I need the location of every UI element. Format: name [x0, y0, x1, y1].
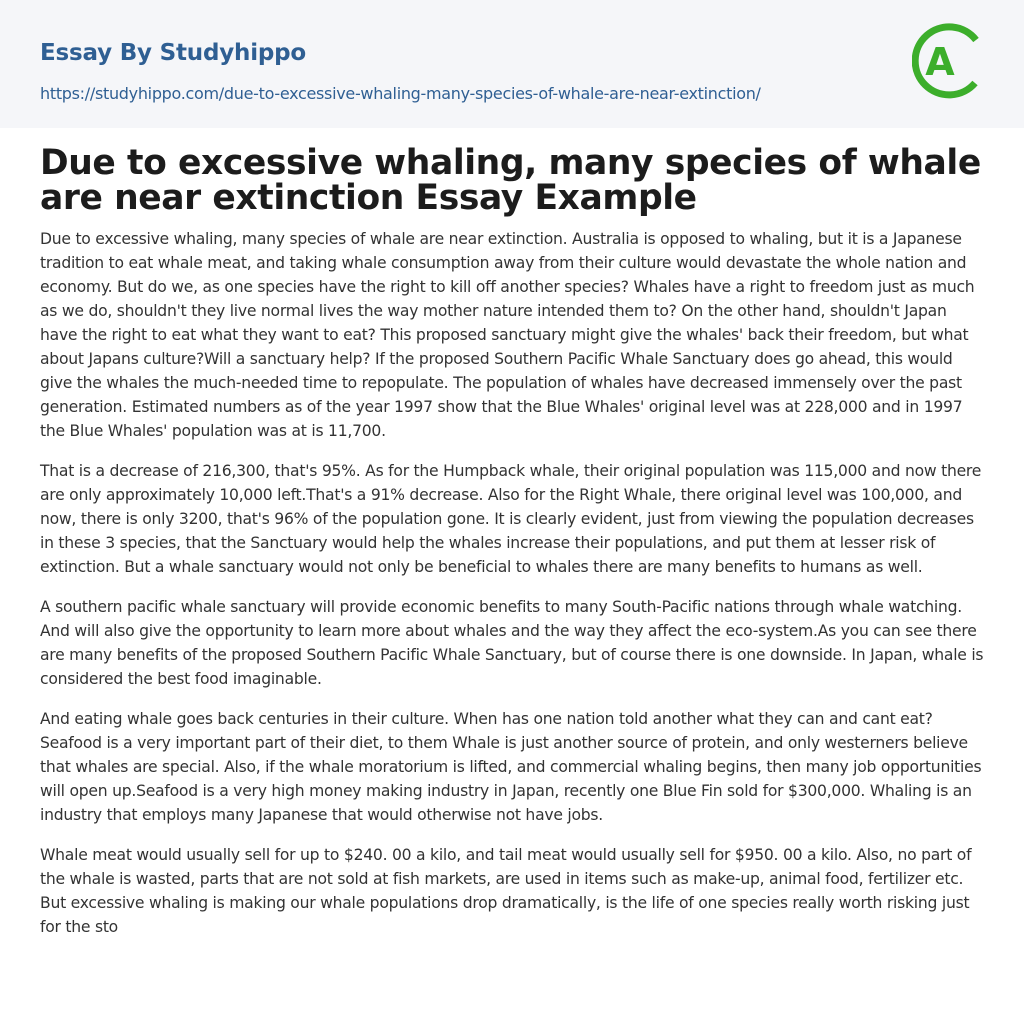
site-brand[interactable]: Essay By Studyhippo	[40, 40, 307, 66]
studyhippo-logo-icon[interactable]	[912, 20, 986, 104]
paragraph: A southern pacific whale sanctuary will provide economic benefits to many South-Pacific nations through whale watching. And will also give the opportunity to learn more about whales and the way they affect the eco-system.As you can see there are many benefits of the proposed Southern Pacific Whale Sanctuary, but of course there is one downside. In Japan, whale is considered the best food imaginable.	[40, 598, 984, 688]
paragraph: And eating whale goes back centuries in their culture. When has one nation told another what they can and cant eat? Seafood is a very important part of their diet, to them Whale is just another source of protein, and only westerners believe that whales are special. Also, if the whale moratorium is lifted, and commercial whaling begins, then many job opportunities will open up.Seafood is a very high money making industry in Japan, recently one Blue Fin sold for $300,000. Whaling is an industry that employs many Japanese that would otherwise not have jobs.	[40, 710, 982, 824]
paragraph: Due to excessive whaling, many species of whale are near extinction. Australia is opposed to whaling, but it is a Japanese tradition to eat whale meat, and taking whale consumption away from their culture would devastate the whole nation and economy. But do we, as one species have the right to kill off another species? Whales have a right to freedom just as much as we do, shouldn't they live normal lives the way mother nature intended them to? On the other hand, shouldn't Japan have the right to eat what they want to eat? This proposed sanctuary might give the whales' back their freedom, but what about Japans culture?Will a sanctuary help? If the proposed Southern Pacific Whale Sanctuary does go ahead, this would give the whales the much-needed time to repopulate. The population of whales have decreased immensely over the past generation. Estimated numbers as of the year 1997 show that the Blue Whales' original level was at 228,000 and in 1997 the Blue Whales' population was at is 11,700.	[40, 230, 975, 440]
paragraph: Whale meat would usually sell for up to $240. 00 a kilo, and tail meat would usually sell for $950. 00 a kilo. Also, no part of the whale is wasted, parts that are not sold at fish markets, are used in items such as make-up, animal food, fertilizer etc. But excessive whaling is making our whale populations drop dramatically, is the life of one species really worth risking just for the sto	[40, 846, 972, 936]
page-title: Due to excessive whaling, many species of whale are near extinction Essay Example	[40, 143, 981, 218]
article	[0, 143, 1024, 939]
site-header	[0, 0, 1024, 128]
essay-url-link[interactable]: https://studyhippo.com/due-to-excessive-whaling-many-species-of-whale-are-near-extinction/	[40, 84, 761, 103]
logo-letter: A	[925, 40, 955, 84]
paragraph: That is a decrease of 216,300, that's 95%. As for the Humpback whale, their original population was 115,000 and now there are only approximately 10,000 left.That's a 91% decrease. Also for the Right Whale, there original level was 100,000, and now, there is only 3200, that's 96% of the population gone. It is clearly evident, just from viewing the population decreases in these 3 species, that the Sanctuary would help the whales increase their populations, and put them at lesser risk of extinction. But a whale sanctuary would not only be beneficial to whales there are many benefits to humans as well.	[40, 462, 982, 576]
